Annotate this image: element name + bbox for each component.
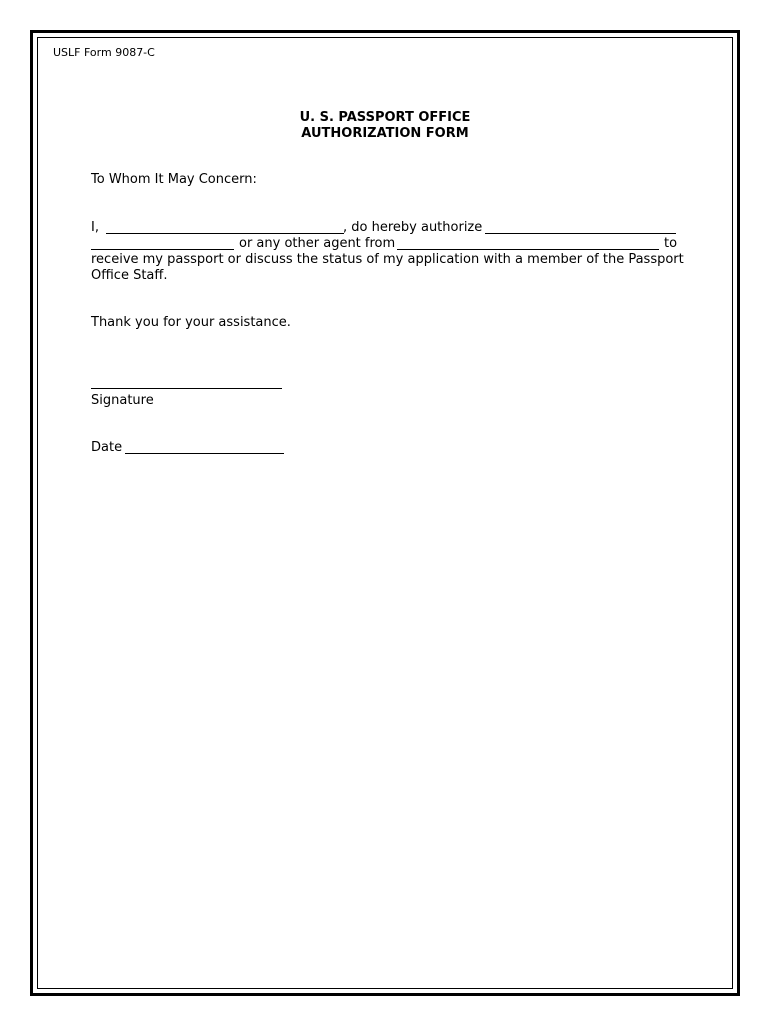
form-title-line2: AUTHORIZATION FORM [301,126,469,141]
date-blank-line[interactable] [125,453,284,454]
authorize-text: , do hereby authorize [343,220,483,235]
body-line3: receive my passport or discuss the status of my application with a member of the Passport [91,252,684,267]
form-number: USLF Form 9087-C [53,46,155,59]
authorized-person-blank-line-cont[interactable] [91,249,234,250]
date-label: Date [91,440,123,455]
to-text: to [664,236,678,251]
form-title-line1: U. S. PASSPORT OFFICE [299,110,471,125]
body-line4: Office Staff. [91,268,168,283]
name-blank-line[interactable] [106,233,344,234]
agency-blank-line[interactable] [397,249,659,250]
signature-blank-line[interactable] [91,388,282,389]
thanks-text: Thank you for your assistance. [91,315,291,330]
signature-label: Signature [91,393,154,408]
salutation: To Whom It May Concern: [91,172,257,187]
body-prefix-i: I, [91,220,99,235]
agent-text: or any other agent from [239,236,396,251]
authorized-person-blank-line[interactable] [485,233,676,234]
